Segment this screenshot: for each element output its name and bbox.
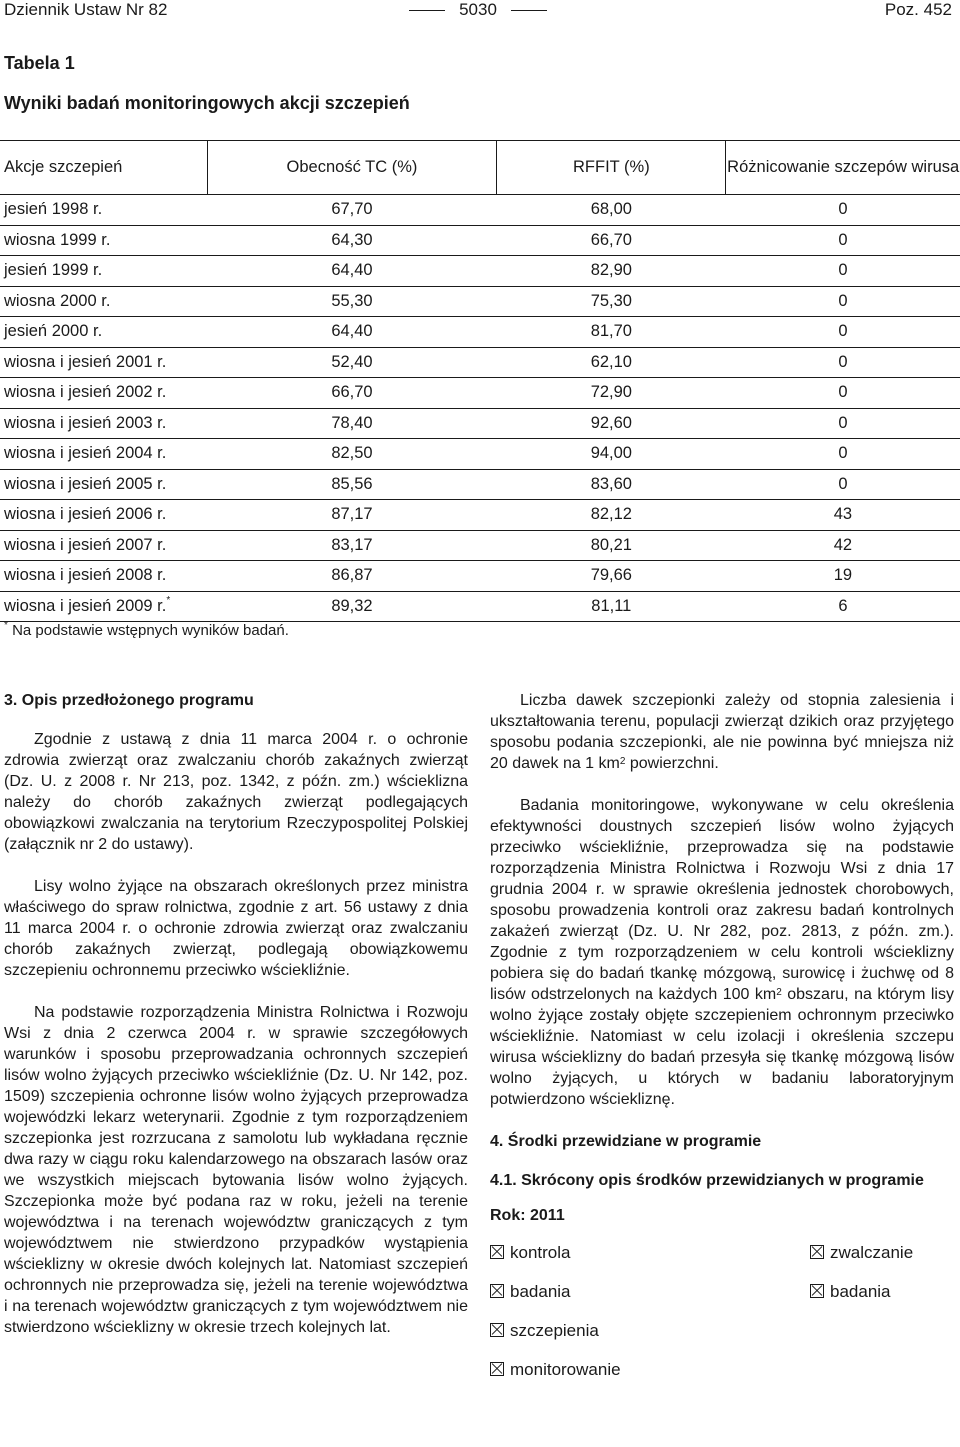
checked-box-icon [490,1323,504,1337]
table-label: Tabela 1 [4,53,75,73]
left-column [4,690,468,1359]
diff-cell: 0 [726,195,960,226]
measures-checklist [490,1242,954,1402]
campaign-cell: wiosna i jesień 2008 r. [0,561,207,592]
campaign-cell: wiosna i jesień 2001 r. [0,347,207,378]
table-row [0,561,960,592]
checkbox-label: badania [830,1282,891,1301]
page-header [4,0,952,24]
paragraph-monitoring-text: Badania monitoringowe, wykonywane w celu określenia efektywności doustnych szczepień lisów wolno żyjących przeciwko wściekliźnie, przeprowadza się na podstawie rozporządzenia Ministra Rolnictwa i Rozwoju Wsi z dnia 17 grudnia 2004 r. w sprawie określenia jednostek chorobowych, sposobu prowadzenia kontroli oraz zakresu badań kontrolnych zakażeń zwierząt (Dz. U. Nr 282, poz. 2813, z późn. zm.). Zgodnie z tym rozporządzeniem w celu kontroli wścieklizny pobiera się do badań tkankę mózgową, surowicę i żuchwę od 8 lisów odstrzelonych na każdych 100 km [490,797,954,1003]
checkbox-label: badania [510,1282,571,1301]
dash-left [409,10,445,11]
table-header-row [0,141,960,195]
table-row [0,469,960,500]
diff-cell: 0 [726,286,960,317]
checkbox-kontrola[interactable] [490,1242,570,1263]
table-row [0,500,960,531]
rffit-cell: 66,70 [497,225,726,256]
tc-cell: 64,30 [207,225,497,256]
diff-cell: 6 [726,591,960,622]
checkbox-label: szczepienia [510,1321,599,1340]
vaccination-results-table [0,140,960,622]
rffit-cell: 62,10 [497,347,726,378]
column-header-strain-diff: Różnicowanie szczepów wirusa [726,141,960,195]
checked-box-icon [490,1284,504,1298]
column-header-tc: Obecność TC (%) [207,141,497,195]
table-row [0,408,960,439]
diff-cell: 0 [726,408,960,439]
right-column [490,690,954,1402]
table-row [0,439,960,470]
rffit-cell: 92,60 [497,408,726,439]
table-row [0,530,960,561]
tc-cell: 67,70 [207,195,497,226]
campaign-cell-text: wiosna i jesień 2009 r. [4,596,167,615]
campaign-cell: wiosna i jesień 2004 r. [0,439,207,470]
table-row [0,347,960,378]
campaign-cell [0,591,207,622]
checked-box-icon [810,1245,824,1259]
campaign-cell: wiosna 1999 r. [0,225,207,256]
tc-cell: 87,17 [207,500,497,531]
campaign-cell: wiosna 2000 r. [0,286,207,317]
paragraph-monitoring [490,795,954,1110]
paragraph: Lisy wolno żyjące na obszarach określonych przez ministra właściwego do spraw rolnictwa, zgodnie z art. 56 ustawy z dnia 11 marca 2004 r. o ochronie zdrowia zwierząt oraz zwalczaniu chorób zakaźnych zwierząt, podlegają obowiązkowemu szczepieniu ochronnemu przeciwko wściekliźnie. [4,878,468,979]
campaign-cell: jesień 2000 r. [0,317,207,348]
checkbox-szczepienia[interactable] [490,1320,599,1341]
footnote-mark: * [4,620,8,631]
checked-box-icon [810,1284,824,1298]
checkbox-monitorowanie[interactable] [490,1359,621,1380]
section-3-heading: 3. Opis przedłożonego programu [4,692,254,709]
table-footnote [4,622,289,639]
table-caption: Wyniki badań monitoringowych akcji szczepień [4,93,410,113]
diff-cell: 0 [726,256,960,287]
rffit-cell: 81,11 [497,591,726,622]
tc-cell: 82,50 [207,439,497,470]
checkbox-badania[interactable] [490,1281,571,1302]
checked-box-icon [490,1362,504,1376]
checkbox-label: monitorowanie [510,1360,621,1379]
rffit-cell: 75,30 [497,286,726,317]
journal-title: Dziennik Ustaw Nr 82 [4,0,168,19]
rffit-cell: 81,70 [497,317,726,348]
campaign-cell: wiosna i jesień 2006 r. [0,500,207,531]
diff-cell: 0 [726,439,960,470]
program-year: Rok: 2011 [490,1207,565,1224]
rffit-cell: 68,00 [497,195,726,226]
tc-cell: 64,40 [207,256,497,287]
diff-cell: 0 [726,317,960,348]
table-row [0,256,960,287]
page-number-wrap [4,0,952,20]
table-row [0,317,960,348]
tc-cell: 55,30 [207,286,497,317]
checkbox-zwalczanie[interactable] [810,1242,913,1263]
tc-cell: 52,40 [207,347,497,378]
tc-cell: 66,70 [207,378,497,409]
table-row [0,225,960,256]
checkbox-badania-2[interactable] [810,1281,891,1302]
superscript: 2 [776,987,782,998]
campaign-cell: wiosna i jesień 2002 r. [0,378,207,409]
dash-right [511,10,547,11]
table-row [0,378,960,409]
tc-cell: 83,17 [207,530,497,561]
paragraph-monitoring-tail: obszaru, na którym lisy wolno żyjące zostały objęte szczepieniem ochronnym przeciwko wściekliźnie. Natomiast w celu izolacji i określenia szczepu wirusa wścieklizny do badań przesyła się tkankę mózgową lisów wolno żyjących, u których w badaniu laboratoryjnym potwierdzono wściekliznę. [490,986,954,1108]
rffit-cell: 94,00 [497,439,726,470]
superscript: 2 [619,756,626,767]
paragraph-dose-tail: powierzchni. [625,755,719,772]
section-4-1-heading: 4.1. Skrócony opis środków przewidzianych w programie [490,1172,924,1189]
checked-box-icon [490,1245,504,1259]
campaign-cell: wiosna i jesień 2005 r. [0,469,207,500]
diff-cell: 43 [726,500,960,531]
rffit-cell: 82,90 [497,256,726,287]
rffit-cell: 80,21 [497,530,726,561]
diff-cell: 42 [726,530,960,561]
section-4-heading: 4. Środki przewidziane w programie [490,1133,762,1150]
checkbox-label: zwalczanie [830,1243,914,1262]
tc-cell: 89,32 [207,591,497,622]
page-number: 5030 [459,0,497,19]
rffit-cell: 79,66 [497,561,726,592]
tc-cell: 86,87 [207,561,497,592]
paragraph-dose [490,690,954,774]
paragraph: Na podstawie rozporządzenia Ministra Rolnictwa i Rozwoju Wsi z dnia 2 czerwca 2004 r. w sprawie szczegółowych warunków i sposobu przeprowadzania ochronnych szczepień lisów wolno żyjących przeciwko wściekliźnie (Dz. U. Nr 142, poz. 1509) szczepienia ochronne lisów wolno żyjących przeprowadza wojewódzki lekarz weterynarii. Zgodnie z tym rozporządzeniem szczepionka jest rozrzucana z samolotu lub wykładana ręcznie dwa razy w ciągu roku kalendarzowego na obszarach lasów oraz we wszystkich miejscach bytowania lisów wolno żyjących. Szczepionka może być podana raz w roku, jeżeli na terenie województwa i na terenach województw graniczących z tym województwem nie stwierdzono przypadków wystąpienia wścieklizny w okresie dwóch kolejnych lat. Natomiast szczepień ochronnych nie przeprowadza się, jeżeli na terenie województwa i na terenach województw graniczących z tym województwem nie stwierdzono wścieklizny w okresie trzech kolejnych lat. [4,1004,468,1336]
campaign-cell: wiosna i jesień 2007 r. [0,530,207,561]
table-body [0,195,960,622]
campaign-cell: jesień 1999 r. [0,256,207,287]
column-header-campaign: Akcje szczepień [0,141,207,195]
diff-cell: 0 [726,378,960,409]
paragraph-dose-text: Liczba dawek szczepionki zależy od stopnia zalesienia i ukształtowania terenu, populacji zwierząt dzikich oraz przyjętego sposobu podania szczepionki, ale nie powinna być mniejsza niż 20 dawek na 1 km [490,692,954,772]
tc-cell: 78,40 [207,408,497,439]
rffit-cell: 82,12 [497,500,726,531]
rffit-cell: 83,60 [497,469,726,500]
table-row [0,286,960,317]
tc-cell: 85,56 [207,469,497,500]
tc-cell: 64,40 [207,317,497,348]
checkbox-label: kontrola [510,1243,571,1262]
rffit-cell: 72,90 [497,378,726,409]
table-row [0,591,960,622]
diff-cell: 0 [726,347,960,378]
column-header-rffit: RFFIT (%) [497,141,726,195]
paragraph: Zgodnie z ustawą z dnia 11 marca 2004 r. o ochronie zdrowia zwierząt oraz zwalczaniu chorób zakaźnych zwierząt (Dz. U. z 2008 r. Nr 213, poz. 1342, z późn. zm.) wścieklizna należy do chorób zakaźnych zwierząt podlegających obowiązkowi zwalczania na terytorium Rzeczypospolitej Polskiej (załącznik nr 2 do ustawy). [4,731,468,853]
diff-cell: 0 [726,469,960,500]
campaign-cell: jesień 1998 r. [0,195,207,226]
diff-cell: 19 [726,561,960,592]
diff-cell: 0 [726,225,960,256]
campaign-cell: wiosna i jesień 2003 r. [0,408,207,439]
position-number: Poz. 452 [884,0,952,19]
footnote-text: Na podstawie wstępnych wyników badań. [12,622,289,639]
table-row [0,195,960,226]
footnote-marker: * [166,594,171,606]
